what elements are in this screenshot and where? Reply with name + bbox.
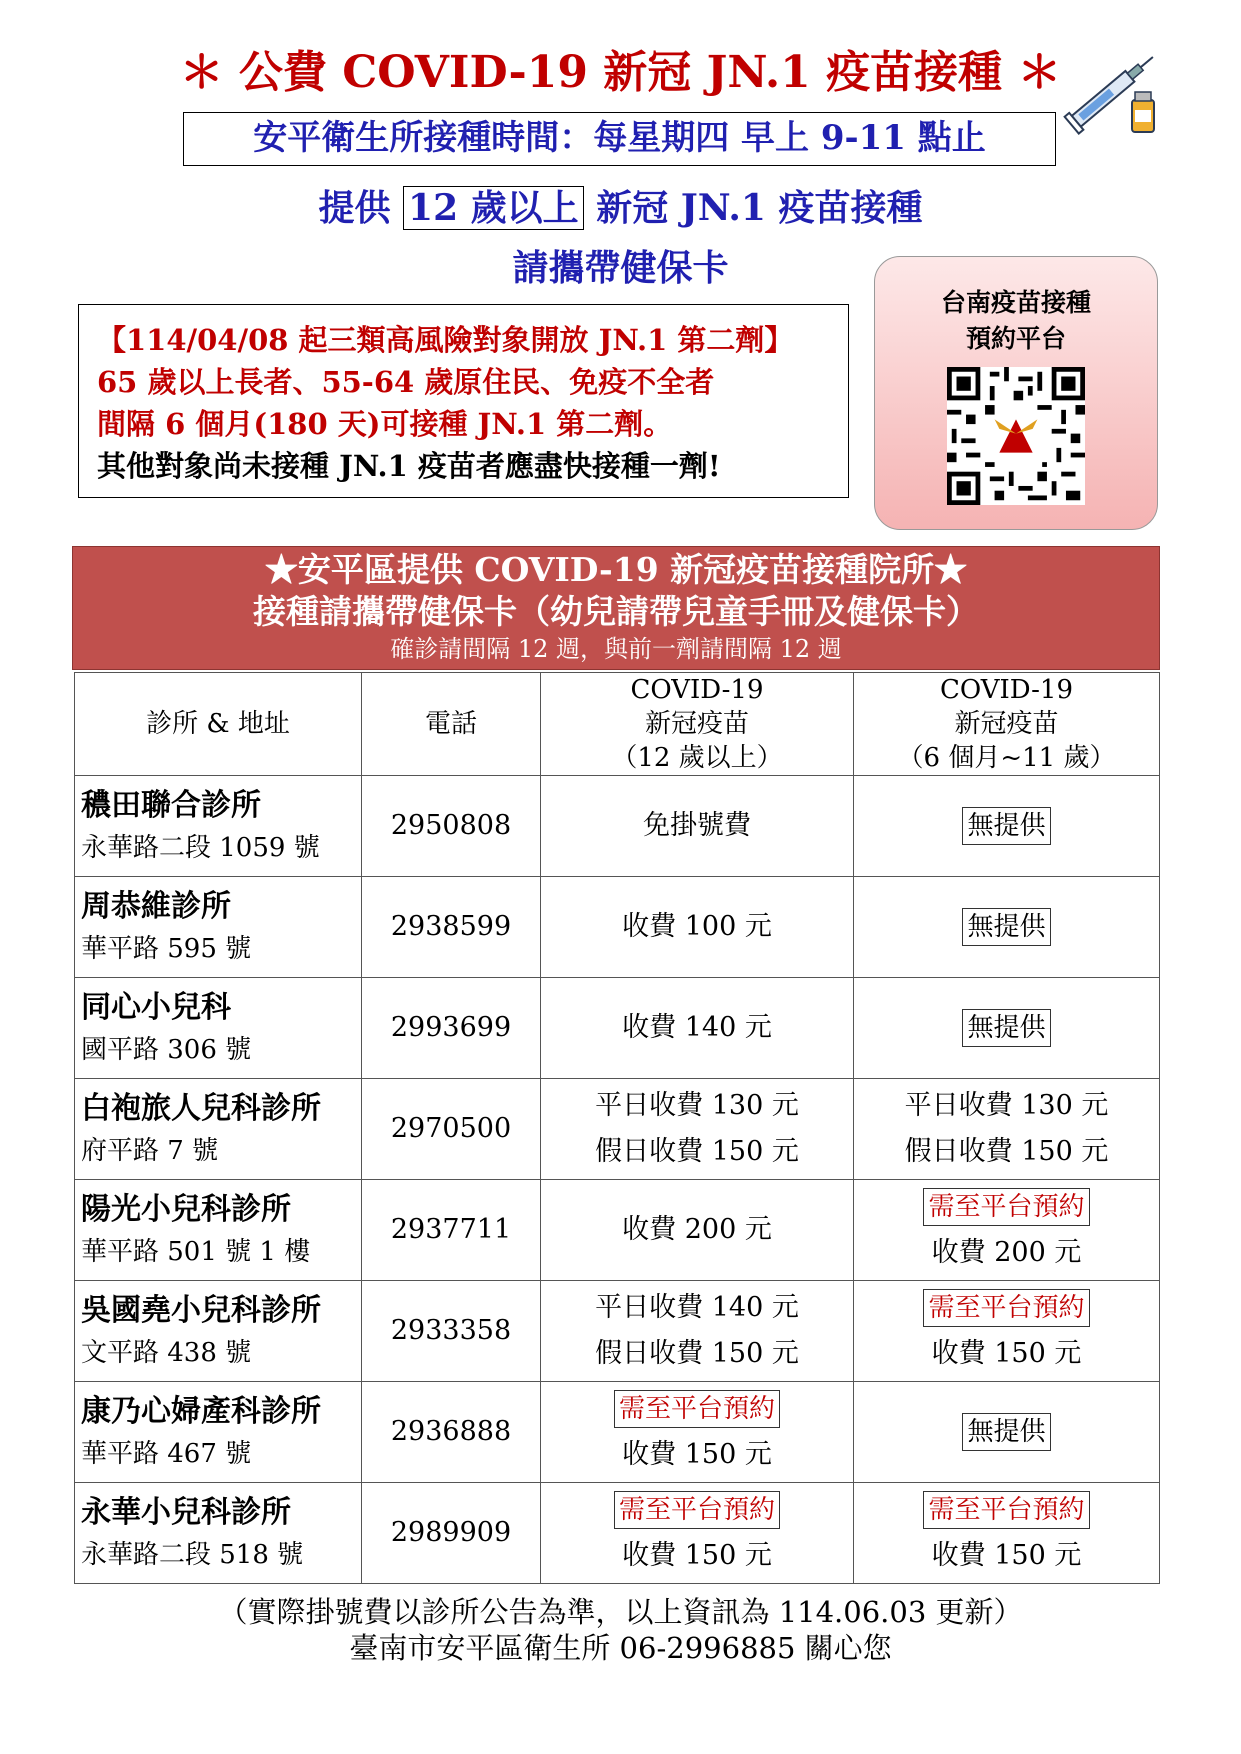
notice-line-1: 【114/04/08 起三類高風險對象開放 JN.1 第二劑】 [97,323,794,357]
notice-line-4: 其他對象尚未接種 JN.1 疫苗者應盡快接種一劑! [97,449,721,483]
fee-text: 假日收費 150 元 [595,1136,799,1167]
clinic-phone: 2938599 [362,877,541,978]
v6-fee-cell [854,1180,1160,1281]
header-child-l2: 新冠疫苗 [954,709,1059,739]
syringe-icon [1060,38,1170,138]
clinic-cell [75,1180,362,1281]
booking-required-badge: 需至平台預約 [923,1491,1089,1529]
clinic-phone: 2933358 [362,1281,541,1382]
section-banner [72,546,1160,670]
booking-required-badge: 需至平台預約 [614,1491,780,1529]
offer-pre: 提供 [318,187,404,229]
clinic-phone: 2937711 [362,1180,541,1281]
clinic-phone: 2989909 [362,1483,541,1584]
qr-code-icon[interactable] [947,367,1085,505]
table-row [75,1483,1160,1584]
footer-note: （實際掛號費以診所公告為準，以上資訊為 114.06.03 更新） [218,1595,1023,1629]
clinic-name: 康乃心婦產科診所 [81,1394,321,1429]
clinic-name: 白袍旅人兒科診所 [81,1091,321,1126]
fee-text: 收費 140 元 [622,1012,772,1043]
offer-age-box: 12 歲以上 [403,186,584,230]
not-offered-badge: 無提供 [962,807,1050,845]
booking-platform-box[interactable] [874,256,1158,530]
fee-text: 收費 150 元 [931,1540,1082,1571]
fee-text: 收費 100 元 [622,911,772,942]
v12-fee-cell [541,978,854,1079]
clinic-cell [75,1079,362,1180]
clinic-phone: 2936888 [362,1382,541,1483]
v6-fee-cell [854,1281,1160,1382]
notice-line-3: 間隔 6 個月(180 天)可接種 JN.1 第二劑。 [97,407,673,441]
v12-fee-cell [541,1483,854,1584]
fee-text: 假日收費 150 元 [904,1136,1109,1167]
header-clinic: 診所 & 地址 [75,673,362,776]
fee-text: 收費 150 元 [622,1540,772,1571]
clinic-cell [75,877,362,978]
table-row [75,877,1160,978]
clinic-name: 永華小兒科診所 [81,1495,291,1530]
v6-fee-cell [854,776,1160,877]
clinic-phone: 2993699 [362,978,541,1079]
offer-line [0,180,1241,231]
clinic-address: 永華路二段 1059 號 [81,833,320,863]
header-adult-l1: COVID-19 [630,675,764,705]
header-adult-l2: 新冠疫苗 [644,709,749,739]
fee-text: 平日收費 130 元 [904,1090,1109,1121]
fee-text: 收費 200 元 [622,1214,772,1245]
table-row [75,1180,1160,1281]
notice-line-2: 65 歲以上長者、55-64 歲原住民、免疫不全者 [97,365,715,399]
fee-text: 免掛號費 [643,810,751,841]
bring-card-note: 請攜帶健保卡 [512,247,729,289]
fee-text: 假日收費 150 元 [595,1338,799,1369]
v12-fee-cell [541,1180,854,1281]
clinic-address: 國平路 306 號 [81,1035,252,1065]
header-adult [541,673,854,776]
clinic-address: 文平路 438 號 [81,1338,252,1368]
clinic-cell [75,1281,362,1382]
fee-text: 收費 150 元 [931,1338,1082,1369]
table-row [75,776,1160,877]
table-header-row [75,673,1160,776]
v12-fee-cell [541,776,854,877]
booking-required-badge: 需至平台預約 [923,1289,1089,1327]
clinic-name: 穠田聯合診所 [81,788,261,823]
v6-fee-cell [854,978,1160,1079]
clinic-cell [75,776,362,877]
qr-title-2: 預約平台 [965,324,1066,353]
header-child-l3: （6 個月~11 歲） [897,743,1116,773]
table-row [75,978,1160,1079]
header-phone: 電話 [362,673,541,776]
v12-fee-cell [541,877,854,978]
not-offered-badge: 無提供 [962,1413,1050,1451]
page-title: ＊ 公費 COVID-19 新冠 JN.1 疫苗接種 ＊ [179,47,1062,98]
v12-fee-cell [541,1079,854,1180]
clinic-phone: 2950808 [362,776,541,877]
table-row [75,1079,1160,1180]
v6-fee-cell [854,877,1160,978]
clinic-address: 府平路 7 號 [81,1136,219,1166]
clinic-hours: 安平衛生所接種時間：每星期四 早上 9-11 點止 [183,112,1056,166]
v6-fee-cell [854,1483,1160,1584]
clinic-name: 吳國堯小兒科診所 [81,1293,321,1328]
v12-fee-cell [541,1382,854,1483]
clinic-cell [75,978,362,1079]
not-offered-badge: 無提供 [962,908,1050,946]
clinic-table [74,672,1160,1584]
v6-fee-cell [854,1382,1160,1483]
offer-post: 新冠 JN.1 疫苗接種 [583,187,923,229]
clinic-name: 陽光小兒科診所 [81,1192,291,1227]
clinic-address: 華平路 501 號 1 樓 [81,1237,311,1267]
clinic-name: 周恭維診所 [81,889,231,924]
clinic-cell [75,1483,362,1584]
banner-line-1: ★安平區提供 COVID-19 新冠疫苗接種院所★ [264,550,968,589]
fee-text: 收費 200 元 [931,1237,1082,1268]
banner-line-3: 確診請間隔 12 週，與前一劑請間隔 12 週 [390,635,842,663]
v12-fee-cell [541,1281,854,1382]
v6-fee-cell [854,1079,1160,1180]
clinic-address: 華平路 595 號 [81,934,252,964]
booking-required-badge: 需至平台預約 [923,1188,1089,1226]
table-row [75,1281,1160,1382]
table-body [75,776,1160,1584]
qr-title-1: 台南疫苗接種 [940,288,1091,317]
banner-line-2: 接種請攜帶健保卡（幼兒請帶兒童手冊及健保卡） [253,592,979,631]
notice-box [78,304,849,498]
header-child [854,673,1160,776]
header-child-l1: COVID-19 [940,675,1073,705]
header-adult-l3: （12 歲以上） [611,743,783,773]
fee-text: 平日收費 140 元 [595,1292,799,1323]
clinic-address: 華平路 467 號 [81,1439,252,1469]
fee-text: 收費 150 元 [622,1439,772,1470]
fee-text: 平日收費 130 元 [595,1090,799,1121]
table-row [75,1382,1160,1483]
clinic-address: 永華路二段 518 號 [81,1540,304,1570]
booking-required-badge: 需至平台預約 [614,1390,780,1428]
footer-contact: 臺南市安平區衛生所 06-2996885 關心您 [349,1631,892,1665]
clinic-name: 同心小兒科 [81,990,231,1025]
clinic-cell [75,1382,362,1483]
not-offered-badge: 無提供 [962,1009,1050,1047]
clinic-phone: 2970500 [362,1079,541,1180]
